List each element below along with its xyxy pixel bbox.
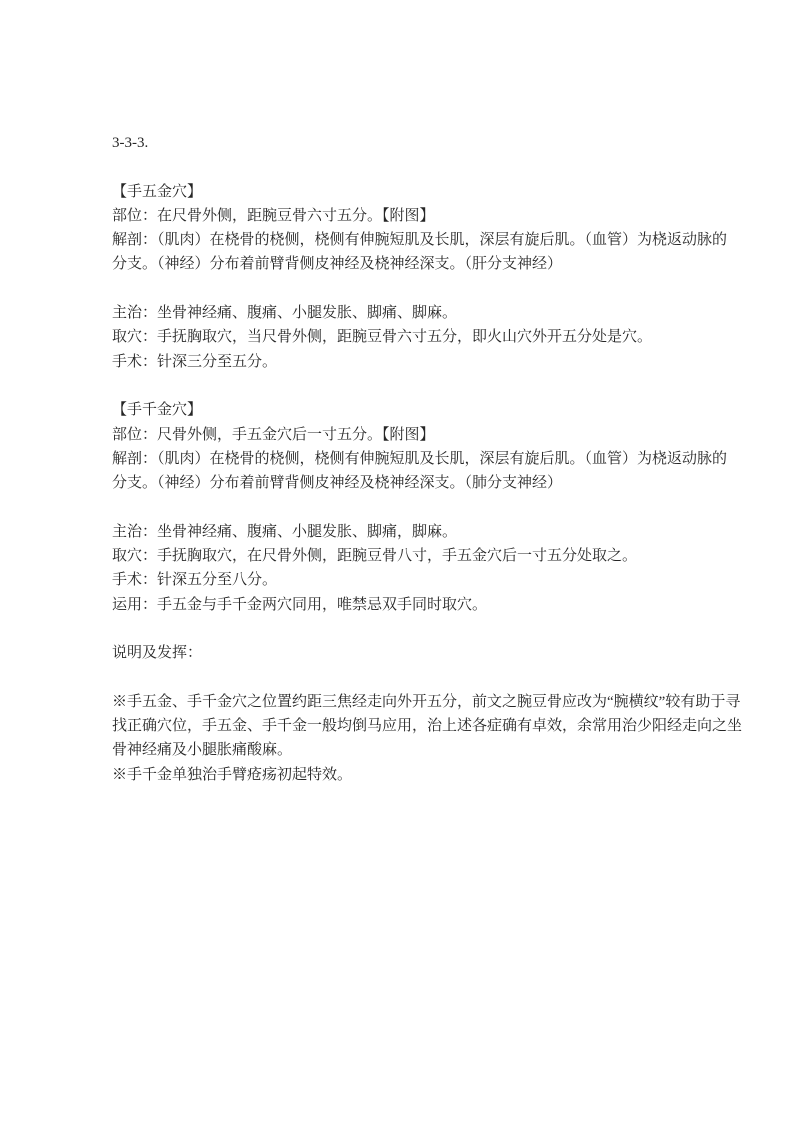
qianjin-location: 部位：尺骨外侧，手五金穴后一寸五分。【附图】 xyxy=(112,426,435,443)
wujin-point-selection: 取穴：手抚胸取穴，当尺骨外侧，距腕豆骨六寸五分，即火山穴外开五分处是穴。 xyxy=(112,329,653,346)
qianjin-application: 运用：手五金与手千金两穴同用，唯禁忌双手同时取穴。 xyxy=(112,596,488,613)
blank-line xyxy=(112,666,685,690)
wujin-anatomy-line2: 分支。（神经）分布着前臂背侧皮神经及桡神经深支。（肝分支神经） xyxy=(112,256,563,273)
blank-line xyxy=(112,277,685,301)
wujin-title: 【手五金穴】 xyxy=(112,183,203,200)
note2: ※手千金单独治手臂疮疡初起特效。 xyxy=(112,766,353,783)
qianjin-technique: 手术：针深五分至八分。 xyxy=(112,572,278,589)
wujin-anatomy-line1: 解剖：（肌肉）在桡骨的桡侧，桡侧有伸腕短肌及长肌，深层有旋后肌。（血管）为桡返动脉的 xyxy=(112,232,728,249)
blank-line xyxy=(112,617,685,641)
section-number: 3-3-3. xyxy=(112,135,149,151)
qianjin-indications: 主治：坐骨神经痛、腹痛、小腿发胀、脚痛，脚麻。 xyxy=(112,523,458,540)
notes-heading: 说明及发挥： xyxy=(112,645,203,662)
qianjin-title: 【手千金穴】 xyxy=(112,402,203,419)
blank-line xyxy=(112,495,685,519)
qianjin-point-selection: 取穴：手抚胸取穴，在尺骨外侧，距腕豆骨八寸，手五金穴后一寸五分处取之。 xyxy=(112,548,638,565)
note1-line3: 骨神经痛及小腿胀痛酸麻。 xyxy=(112,742,293,759)
qianjin-anatomy-line1: 解剖：（肌肉）在桡骨的桡侧，桡侧有伸腕短肌及长肌，深层有旋后肌。（血管）为桡返动脉的 xyxy=(112,450,728,467)
blank-line xyxy=(112,374,685,398)
wujin-location: 部位：在尺骨外侧，距腕豆骨六寸五分。【附图】 xyxy=(112,207,435,224)
wujin-technique: 手术：针深三分至五分。 xyxy=(112,353,278,370)
note1-line1: ※手五金、手千金穴之位置约距三焦经走向外开五分，前文之腕豆骨应改为“腕横纹”较有助于寻 xyxy=(112,693,741,710)
qianjin-anatomy-line2: 分支。（神经）分布着前臂背侧皮神经及桡神经深支。（肺分支神经） xyxy=(112,475,563,492)
note1-line2: 找正确穴位，手五金、手千金一般均倒马应用，治上述各症确有卓效，余常用治少阳经走向之坐 xyxy=(112,718,743,735)
wujin-indications: 主治：坐骨神经痛、腹痛、小腿发胀、脚痛、脚麻。 xyxy=(112,305,458,322)
blank-line xyxy=(112,155,685,179)
